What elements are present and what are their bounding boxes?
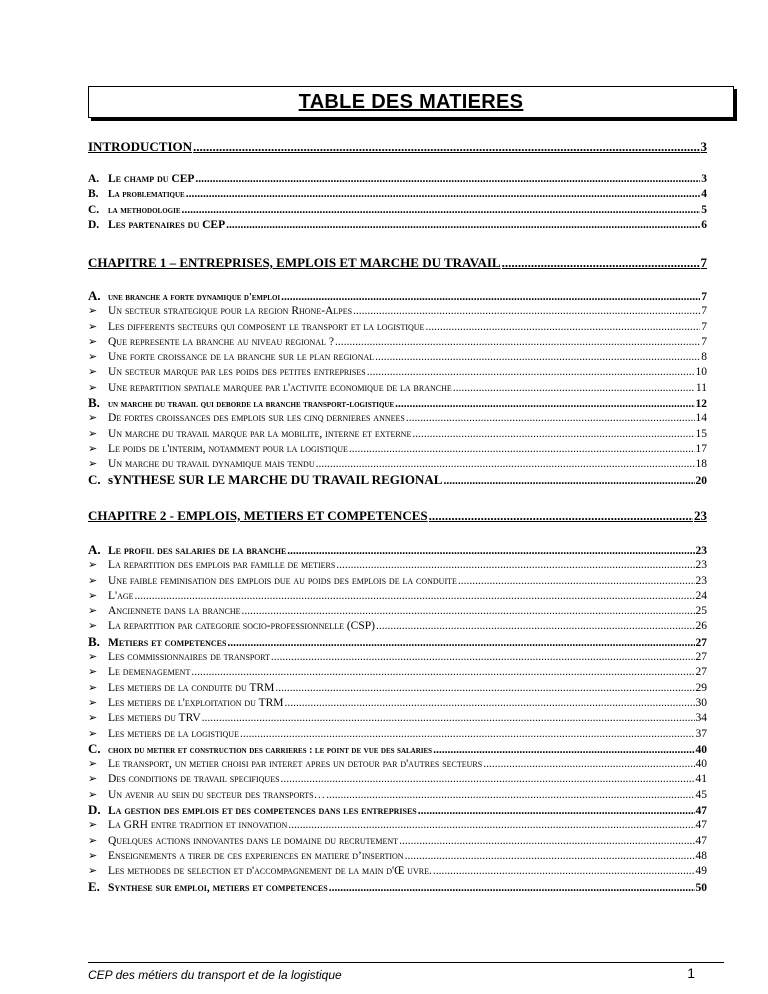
entry-label: Les metiers du TRV (108, 712, 201, 725)
entry-label: La problematique (108, 189, 185, 201)
toc-section-introduction (88, 139, 707, 154)
entry-page: 23 (695, 574, 707, 587)
title-box (88, 86, 734, 118)
toc-list-chapitre-1 (88, 288, 707, 487)
entry-page: 37 (695, 727, 707, 740)
arrow-icon: ➢ (88, 695, 98, 709)
arrow-icon: ➢ (88, 711, 98, 725)
entry-label: Un secteur strategique pour la region Rhone-Alpes (108, 305, 353, 318)
entry-marker: A. (88, 542, 101, 557)
toc-entry[interactable] (88, 664, 707, 679)
toc-entry[interactable] (88, 349, 707, 364)
arrow-icon: ➢ (88, 665, 98, 679)
toc-entry[interactable] (88, 441, 707, 456)
entry-label: Une repartition spatiale marquee par l'activite economique de la branche (108, 381, 452, 394)
arrow-icon: ➢ (88, 726, 98, 740)
toc-list-introduction (88, 172, 707, 233)
toc-entry[interactable] (88, 771, 707, 786)
entry-label: Les differents secteurs qui composent le transport et la logistique (108, 320, 425, 333)
arrow-icon: ➢ (88, 680, 98, 694)
toc-heading-label: CHAPITRE 2 - EMPLOIS, METIERS ET COMPETENCES (88, 508, 428, 523)
entry-page: 26 (695, 620, 707, 633)
toc-entry[interactable] (88, 410, 707, 425)
entry-page: 7 (701, 291, 707, 303)
arrow-icon: ➢ (88, 588, 98, 602)
arrow-icon: ➢ (88, 319, 98, 333)
entry-page: 27 (695, 666, 707, 679)
entry-page: 8 (701, 351, 707, 364)
arrow-icon: ➢ (88, 558, 98, 572)
entry-page: 7 (701, 335, 707, 348)
entry-label: Le poids de l'interim, notamment pour la logistique (108, 442, 348, 455)
arrow-icon: ➢ (88, 334, 98, 348)
toc-entry[interactable] (88, 426, 707, 441)
entry-marker: C. (88, 740, 101, 756)
entry-label: La GRH entre tradition et innovation (108, 819, 288, 832)
page-title: TABLE DES MATIERES (298, 90, 524, 113)
entry-page: 45 (695, 788, 707, 801)
entry-label: Un secteur marque par les poids des petites entreprises (108, 366, 366, 379)
toc-entry[interactable] (88, 802, 707, 817)
toc-entry[interactable] (88, 618, 707, 633)
entry-label: L'age (108, 589, 134, 602)
arrow-icon: ➢ (88, 604, 98, 618)
entry-page: 7 (701, 320, 707, 333)
arrow-icon: ➢ (88, 365, 98, 379)
entry-label: Un avenir au sein du secteur des transports… (108, 788, 326, 801)
entry-label: choix du metier et construction des carrieres : le point de vue des salaries (108, 744, 433, 756)
entry-label: Le champ du CEP (108, 173, 195, 185)
toc-heading-label: CHAPITRE 1 – ENTREPRISES, EMPLOIS ET MARCHE DU TRAVAIL (88, 255, 501, 270)
toc-entry[interactable] (88, 695, 707, 710)
entry-page: 4 (701, 188, 707, 201)
arrow-icon: ➢ (88, 441, 98, 455)
toc-entry[interactable] (88, 863, 707, 878)
toc-entry[interactable] (88, 557, 707, 572)
toc-entry[interactable] (88, 588, 707, 603)
toc-entry[interactable] (88, 741, 707, 756)
arrow-icon: ➢ (88, 772, 98, 786)
toc-entry[interactable] (88, 303, 707, 318)
toc-entry[interactable] (88, 710, 707, 725)
entry-page: 41 (695, 773, 707, 786)
entry-label: Les metiers de la logistique (108, 727, 239, 740)
entry-label: Le demenagement (108, 666, 191, 679)
entry-label: La repartition des emplois par famille de metiers (108, 559, 336, 572)
toc-entry[interactable] (88, 456, 707, 471)
arrow-icon: ➢ (88, 304, 98, 318)
toc-entry[interactable] (88, 649, 707, 664)
entry-label: La repartition par categorie socio-professionnelle (CSP) (108, 620, 375, 633)
arrow-icon: ➢ (88, 457, 98, 471)
entry-page: 27 (695, 651, 707, 664)
toc-heading-label: INTRODUCTION (88, 139, 193, 154)
entry-page: 24 (695, 589, 707, 602)
toc-entry[interactable] (88, 634, 707, 649)
entry-marker: E. (88, 878, 100, 894)
entry-page: 29 (695, 681, 707, 694)
entry-label: Que represente la branche au niveau regional ? (108, 335, 334, 348)
toc-entry[interactable] (88, 172, 707, 187)
arrow-icon: ➢ (88, 573, 98, 587)
entry-marker: B. (88, 188, 99, 201)
arrow-icon: ➢ (88, 848, 98, 862)
toc-entry[interactable] (88, 218, 707, 233)
toc-entry[interactable] (88, 472, 707, 487)
entry-page: 48 (695, 849, 707, 862)
entry-label: une branche a forte dynamique d'emploi (108, 292, 281, 303)
toc-entry[interactable] (88, 380, 707, 395)
entry-page: 49 (695, 865, 707, 878)
toc-entry[interactable] (88, 756, 707, 771)
entry-label: De fortes croissances des emplois sur les cinq dernieres annees (108, 412, 405, 425)
toc-entry[interactable] (88, 542, 707, 557)
entry-page: 25 (695, 605, 707, 618)
toc-entry[interactable] (88, 787, 707, 802)
entry-page: 27 (695, 636, 707, 649)
entry-label: Quelques actions innovantes dans le domaine du recrutement (108, 834, 399, 847)
toc-heading-page: 23 (694, 508, 707, 523)
entry-label: Les methodes de selection et d'accompagnement de la main d'Œ uvre. (108, 865, 432, 878)
entry-label: Le profil des salaries de la branche (108, 545, 287, 557)
toc-entry[interactable] (88, 817, 707, 832)
toc-section-chapitre-1 (88, 255, 707, 270)
arrow-icon: ➢ (88, 650, 98, 664)
arrow-icon: ➢ (88, 411, 98, 425)
entry-label: Synthese sur emploi, metiers et competences (108, 881, 328, 894)
entry-marker: B. (88, 395, 100, 411)
toc-entry[interactable] (88, 364, 707, 379)
arrow-icon: ➢ (88, 380, 98, 394)
entry-page: 40 (695, 758, 707, 771)
entry-page: 47 (695, 805, 707, 818)
entry-page: 6 (701, 218, 707, 231)
arrow-icon: ➢ (88, 833, 98, 847)
entry-page: 15 (695, 427, 707, 440)
arrow-icon: ➢ (88, 864, 98, 878)
entry-marker: A. (88, 288, 101, 303)
entry-label: Les partenaires du CEP (108, 218, 226, 231)
toc-heading-page: 7 (700, 255, 707, 270)
entry-page: 17 (695, 442, 707, 455)
entry-page: 50 (695, 881, 707, 894)
toc-entry[interactable] (88, 833, 707, 848)
entry-label: Une faible feminisation des emplois due au poids des emplois de la conduite (108, 574, 457, 587)
entry-label: Des conditions de travail specifiques (108, 773, 280, 786)
entry-label: Les metiers de la conduite du TRM (108, 681, 275, 694)
entry-label: Anciennete dans la branche (108, 605, 241, 618)
toc-entry[interactable] (88, 288, 707, 303)
arrow-icon: ➢ (88, 619, 98, 633)
toc-entry[interactable] (88, 603, 707, 618)
toc-entry[interactable] (88, 848, 707, 863)
entry-label: Les commissionnaires de transport (108, 651, 270, 664)
toc-entry[interactable] (88, 879, 707, 894)
page-number: 1 (687, 965, 695, 981)
toc-heading[interactable] (88, 255, 707, 270)
entry-marker: A. (88, 173, 100, 185)
arrow-icon: ➢ (88, 350, 98, 364)
entry-page: 3 (701, 173, 707, 185)
toc-heading[interactable] (88, 508, 707, 523)
entry-label: Metiers et competences (108, 636, 227, 649)
toc-entry[interactable] (88, 726, 707, 741)
entry-page: 20 (695, 474, 707, 487)
toc-entry[interactable] (88, 187, 707, 202)
entry-page: 14 (695, 412, 707, 425)
entry-label: Les metiers de l'exploitation du TRM (108, 696, 284, 709)
entry-page: 23 (695, 559, 707, 572)
toc-entry[interactable] (88, 334, 707, 349)
toc-heading[interactable] (88, 139, 707, 154)
entry-label: Enseignements a tirer de ces experiences en matiere d’insertion (108, 849, 404, 862)
entry-marker: C. (88, 203, 100, 216)
entry-label: Un marche du travail marque par la mobilite, interne et externe (108, 427, 412, 440)
entry-page: 11 (695, 381, 707, 394)
entry-page: 7 (701, 305, 707, 318)
toc-entry[interactable] (88, 680, 707, 695)
toc-section-chapitre-2 (88, 508, 707, 523)
entry-label: Le transport, un metier choisi par interet apres un detour par d'autres secteurs (108, 758, 483, 771)
entry-label: la methodologie (108, 204, 181, 216)
entry-page: 40 (695, 743, 707, 756)
entry-marker: B. (88, 633, 100, 649)
entry-marker: D. (88, 802, 101, 818)
entry-page: 23 (695, 545, 707, 557)
entry-marker: D. (88, 218, 100, 231)
entry-page: 30 (695, 696, 707, 709)
entry-page: 10 (695, 366, 707, 379)
entry-label: un marche du travail qui deborde la branche transport-logistique (108, 399, 395, 411)
footer-divider (88, 962, 724, 963)
entry-page: 47 (695, 819, 707, 832)
footer-text: CEP des métiers du transport et de la logistique (88, 968, 342, 982)
entry-label: sYNTHESE SUR LE MARCHE DU TRAVAIL REGIONAL (108, 471, 443, 487)
entry-page: 47 (695, 834, 707, 847)
entry-page: 34 (695, 712, 707, 725)
toc-list-chapitre-2 (88, 542, 707, 894)
entry-page: 5 (701, 203, 707, 216)
toc-entry[interactable] (88, 319, 707, 334)
arrow-icon: ➢ (88, 426, 98, 440)
toc-entry[interactable] (88, 573, 707, 588)
entry-label: La gestion des emplois et des competences dans les entreprises (108, 805, 417, 818)
toc-entry[interactable] (88, 203, 707, 218)
entry-page: 12 (695, 398, 707, 411)
entry-marker: C. (88, 471, 101, 487)
arrow-icon: ➢ (88, 818, 98, 832)
toc-heading-page: 3 (700, 139, 707, 154)
entry-page: 18 (695, 458, 707, 471)
arrow-icon: ➢ (88, 787, 98, 801)
arrow-icon: ➢ (88, 757, 98, 771)
toc-entry[interactable] (88, 395, 707, 410)
entry-label: Un marche du travail dynamique mais tendu (108, 458, 315, 471)
entry-label: Une forte croissance de la branche sur le plan regional (108, 351, 375, 364)
